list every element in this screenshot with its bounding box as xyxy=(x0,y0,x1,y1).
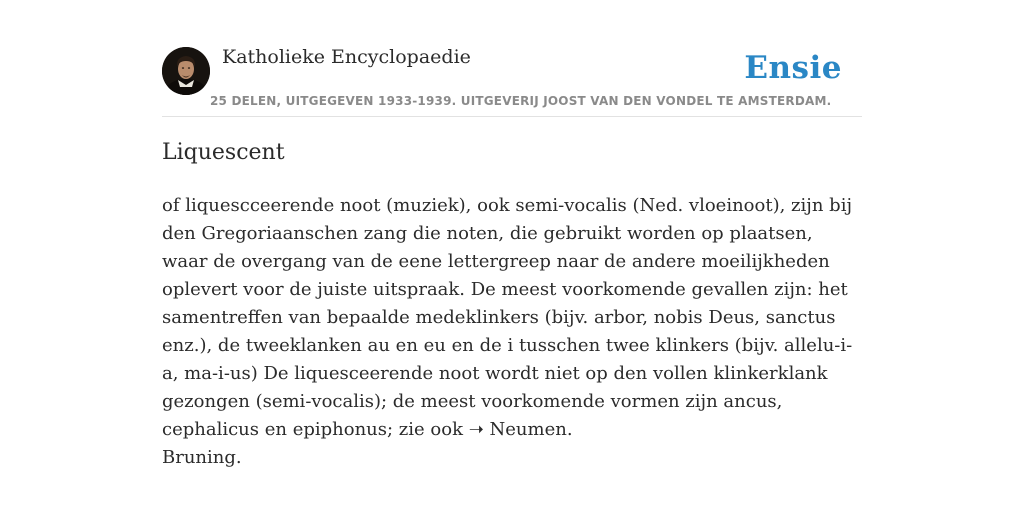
ensie-logo-link[interactable]: Ensie xyxy=(744,50,842,86)
portrait-icon xyxy=(162,47,210,95)
article-author: Bruning. xyxy=(162,447,242,468)
see-also-label: Neumen xyxy=(489,419,567,440)
arrow-right-icon: ➝ xyxy=(468,419,484,440)
after-link-punctuation: . xyxy=(566,419,573,440)
publication-header xyxy=(162,44,862,117)
article-body xyxy=(162,192,862,472)
see-also-link[interactable] xyxy=(469,419,567,440)
publication-title[interactable]: Katholieke Encyclopaedie xyxy=(222,46,471,68)
article-body-text: of liquescceerende noot (muziek), ook semi-vocalis (Ned. vloeinoot), zijn bij den Gregoriaanschen zang die noten, die gebruikt worden op plaatsen, waar de overgang van de eene lettergreep naar de andere moeilijkheden oplevert voor de juiste uitspraak. De meest voorkomende gevallen zijn: het samentreffen van bepaalde medeklinkers (bijv. arbor, nobis Deus, sanctus enz.), de tweeklanken au en eu en de i tusschen twee klinkers (bijv. allelu-i-a, ma-i-us) De liquesceerende noot wordt niet op den vollen klinkerklank gezongen (semi-vocalis); de meest voorkomende vormen zijn ancus, cephalicus en epiphonus; zie ook xyxy=(162,195,853,440)
article-title: Liquescent xyxy=(162,140,285,165)
publication-avatar[interactable] xyxy=(162,47,210,95)
publication-meta: 25 DELEN, UITGEGEVEN 1933-1939. UITGEVERIJ JOOST VAN DEN VONDEL TE AMSTERDAM. xyxy=(210,94,832,108)
